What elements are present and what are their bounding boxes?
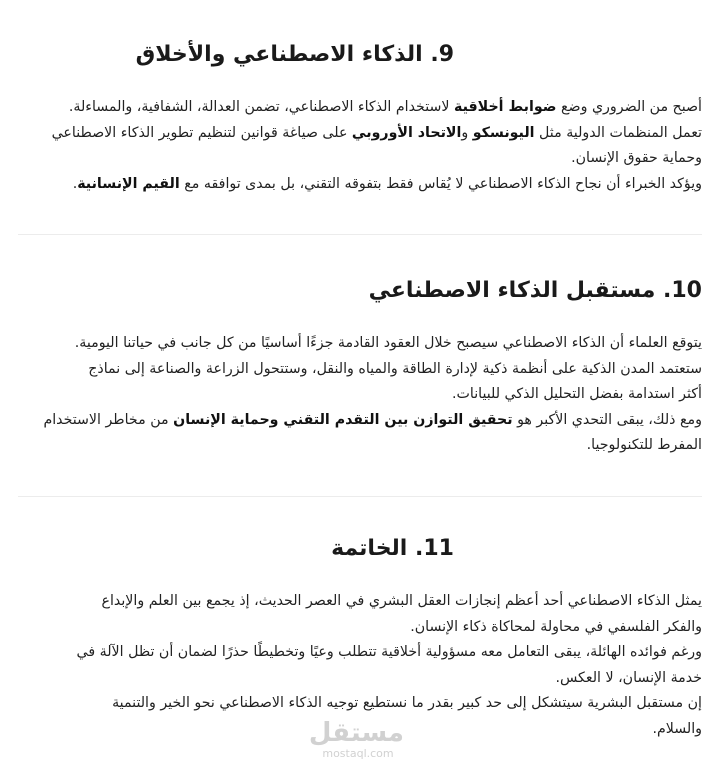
section-ethics	[18, 40, 702, 197]
text-run: تعمل المنظمات الدولية مثل	[534, 124, 702, 141]
text-run: إن مستقبل البشرية سيتشكل إلى حد كبير بقدر ما نستطيع توجيه الذكاء الاصطناعي نحو الخير والتنمية	[112, 695, 702, 711]
text-run: و	[461, 124, 473, 141]
text-run: على صياغة قوانين لتنظيم تطوير الذكاء الاصطناعي	[51, 124, 352, 141]
text-run: .	[72, 175, 78, 192]
text-run: لاستخدام الذكاء الاصطناعي، تضمن العدالة، الشفافية، والمساءلة.	[68, 99, 454, 115]
paragraph-line	[18, 331, 702, 357]
watermark-url: mostaql.com	[322, 747, 394, 760]
text-run: والسلام.	[652, 720, 702, 737]
text-run: ومع ذلك، يبقى التحدي الأكبر هو	[512, 411, 702, 428]
text-run: ورغم فوائده الهائلة، يبقى التعامل معه مسؤولية أخلاقية تتطلب وعيًا وتخطيطًا حذرًا لضمان أن تظل الآلة في	[76, 644, 702, 660]
paragraph-line	[18, 146, 702, 172]
text-run: خدمة الإنسان، لا العكس.	[555, 669, 702, 686]
mostaql-watermark	[308, 718, 404, 760]
bold-text: القيم الإنسانية	[77, 175, 180, 192]
text-run: يمثل الذكاء الاصطناعي أحد أعظم إنجازات العقل البشري في العصر الحديث، إذ يجمع بين العلم والإبداع	[101, 593, 702, 609]
section-future	[18, 276, 702, 459]
bold-text: الاتحاد الأوروبي	[351, 124, 462, 141]
text-run: أصبح من الضروري وضع	[556, 99, 702, 115]
paragraph-line	[18, 172, 702, 198]
watermark-logo: مستقل	[308, 718, 404, 748]
paragraph-line	[18, 691, 702, 717]
paragraph-line	[18, 615, 702, 641]
paragraph-line	[18, 357, 702, 383]
text-run: يتوقع العلماء أن الذكاء الاصطناعي سيصبح خلال العقود القادمة جزءًا أساسيًا من كل جانب في حياتنا اليومية.	[74, 335, 702, 351]
section-heading: 10. مستقبل الذكاء الاصطناعي	[368, 278, 702, 303]
paragraph-line	[18, 433, 702, 459]
text-run: من مخاطر الاستخدام	[43, 411, 174, 428]
paragraph-line	[18, 640, 702, 666]
text-run: ويؤكد الخبراء أن نجاح الذكاء الاصطناعي لا يُقاس فقط بتفوقه التقني، بل بمدى توافقه مع	[179, 175, 702, 192]
text-run: وحماية حقوق الإنسان.	[571, 150, 702, 166]
paragraph-line	[18, 95, 702, 121]
paragraph-line	[18, 666, 702, 692]
section-divider	[18, 234, 702, 235]
section-heading: 9. الذكاء الاصطناعي والأخلاق	[135, 42, 454, 67]
paragraph-line	[18, 408, 702, 434]
bold-text: اليونسكو	[472, 124, 535, 141]
paragraph-line	[18, 382, 702, 408]
paragraph-line	[18, 121, 702, 147]
section-conclusion	[18, 534, 702, 742]
text-run: أكثر استدامة بفضل التحليل الذكي للبيانات.	[452, 386, 702, 402]
text-run: والفكر الفلسفي في محاولة لمحاكاة ذكاء الإنسان.	[410, 618, 702, 635]
bold-text: ضوابط أخلاقية	[453, 99, 557, 115]
bold-text: تحقيق التوازن بين التقدم التقني وحماية الإنسان	[173, 411, 513, 428]
paragraph-line	[18, 589, 702, 615]
section-body	[18, 331, 702, 459]
section-heading: 11. الخاتمة	[331, 536, 454, 561]
section-body	[18, 95, 702, 197]
section-divider	[18, 496, 702, 497]
text-run: المفرط للتكنولوجيا.	[586, 437, 702, 453]
text-run: ستعتمد المدن الذكية على أنظمة ذكية لإدارة الطاقة والمياه والنقل، وستتحول الزراعة والصناعة إلى نماذج	[88, 360, 702, 377]
